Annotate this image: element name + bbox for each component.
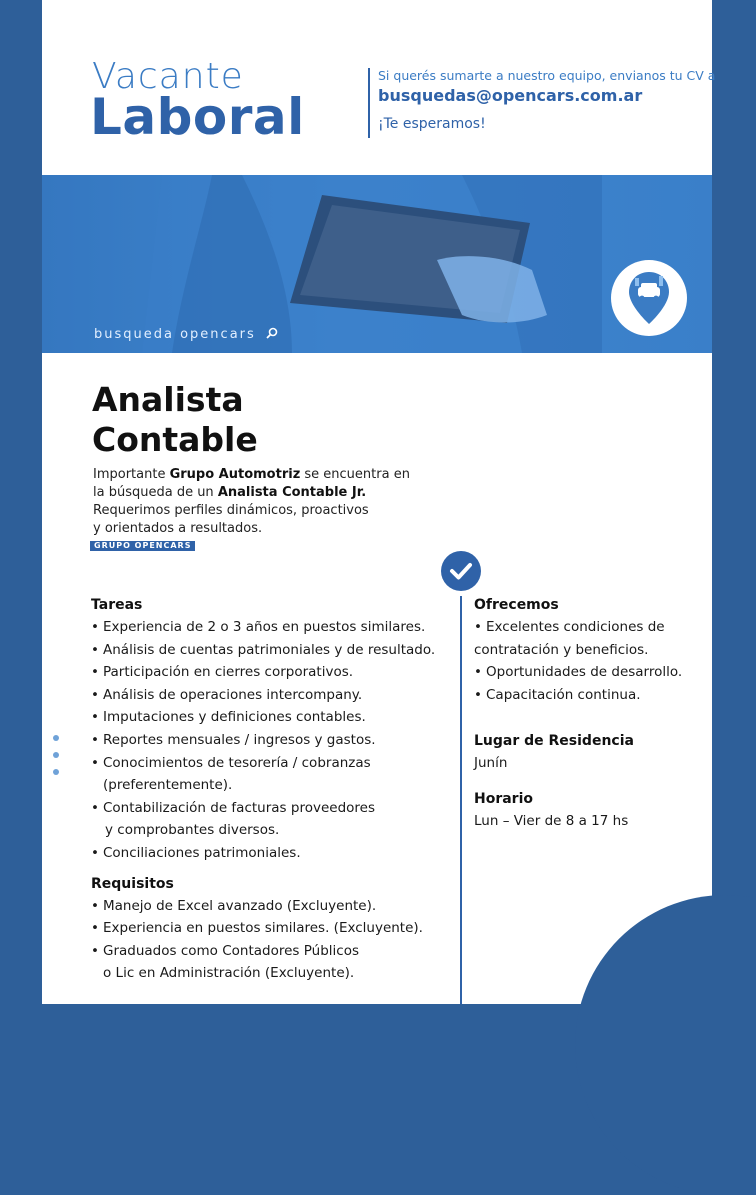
- banner-caption-text: busqueda opencars: [94, 327, 256, 342]
- intro-line: [93, 466, 433, 484]
- offer-column: [474, 597, 704, 832]
- check-badge: [441, 551, 481, 591]
- list-item: • Excelentes condiciones de: [474, 616, 704, 639]
- list-item: • Reportes mensuales / ingresos y gastos.: [91, 729, 456, 752]
- intro-text: se encuentra en: [300, 467, 410, 482]
- list-item-text: Graduados como Contadores Públicos: [103, 942, 359, 959]
- cta-text: Si querés sumarte a nuestro equipo, envianos tu CV a: [378, 68, 716, 83]
- residence-value: Junín: [474, 755, 508, 772]
- search-icon: [266, 327, 278, 339]
- job-title: [92, 380, 258, 460]
- job-title-line1: Analista: [92, 380, 244, 419]
- list-item: • Capacitación continua.: [474, 684, 704, 707]
- hero-banner: [42, 175, 712, 353]
- list-item: • Participación en cierres corporativos.: [91, 661, 456, 684]
- list-item: [91, 752, 456, 797]
- left-side-band: [0, 0, 42, 1004]
- intro-text: la búsqueda de un: [93, 485, 218, 500]
- list-item: • Análisis de operaciones intercompany.: [91, 684, 456, 707]
- list-item: • Análisis de cuentas patrimoniales y de resultado.: [91, 639, 456, 662]
- offer-list: [474, 616, 704, 639]
- company-tag: GRUPO OPENCARS: [90, 541, 195, 551]
- page-dot: [53, 769, 59, 775]
- intro-highlight: Analista Contable Jr.: [217, 485, 367, 500]
- headline-laboral: Laboral: [90, 88, 305, 146]
- intro-line: y orientados a resultados.: [93, 521, 263, 536]
- job-intro: [93, 466, 433, 538]
- offer-heading: Ofrecemos: [474, 597, 559, 613]
- job-title-line2: Contable: [92, 420, 258, 459]
- tasks-list: [91, 616, 456, 865]
- contact-email-link[interactable]: busquedas@opencars.com.ar: [378, 86, 643, 105]
- list-item-continuation: contratación y beneficios.: [474, 641, 649, 658]
- list-item: • Conciliaciones patrimoniales.: [91, 842, 456, 865]
- page-indicator: [53, 718, 63, 786]
- header-divider: [368, 68, 370, 138]
- schedule-value: Lun – Vier de 8 a 17 hs: [474, 813, 629, 830]
- list-item: • Manejo de Excel avanzado (Excluyente).: [91, 895, 456, 918]
- list-item-continuation: (preferentemente).: [103, 777, 233, 794]
- right-side-band: [712, 0, 756, 1004]
- intro-text: Importante: [93, 467, 170, 482]
- car-location-pin-icon: [611, 260, 687, 336]
- opencars-badge: [611, 260, 687, 336]
- residence-heading: Lugar de Residencia: [474, 733, 634, 750]
- tasks-column: [91, 597, 456, 985]
- list-item: • Imputaciones y definiciones contables.: [91, 706, 456, 729]
- headline-vacante: Vacante: [92, 56, 244, 97]
- page-dot: [53, 735, 59, 741]
- requirements-list: [91, 895, 456, 985]
- page-dot: [53, 718, 59, 724]
- checkmark-icon: [441, 551, 481, 591]
- tasks-heading: Tareas: [91, 597, 143, 613]
- list-item-continuation: y comprobantes diversos.: [105, 822, 280, 839]
- list-item: [91, 797, 456, 842]
- intro-line: Requerimos perfiles dinámicos, proactivos: [93, 503, 369, 518]
- list-item: [91, 940, 456, 985]
- intro-highlight: Grupo Automotriz: [169, 467, 301, 482]
- list-item-continuation: o Lic en Administración (Excluyente).: [103, 965, 355, 982]
- banner-caption: [94, 327, 278, 342]
- page-dot: [53, 752, 59, 758]
- list-item-text: Contabilización de facturas proveedores: [103, 799, 375, 816]
- list-item: • Oportunidades de desarrollo.: [474, 661, 704, 684]
- requirements-heading: Requisitos: [91, 875, 174, 892]
- list-item: • Experiencia de 2 o 3 años en puestos similares.: [91, 616, 456, 639]
- list-item: • Experiencia en puestos similares. (Excluyente).: [91, 917, 456, 940]
- intro-line: [93, 484, 433, 502]
- list-item-text: Conocimientos de tesorería / cobranzas: [103, 754, 371, 771]
- schedule-heading: Horario: [474, 791, 534, 808]
- column-divider: [460, 596, 462, 1004]
- cta-welcome: ¡Te esperamos!: [378, 116, 486, 132]
- offer-list-cont: [474, 661, 704, 706]
